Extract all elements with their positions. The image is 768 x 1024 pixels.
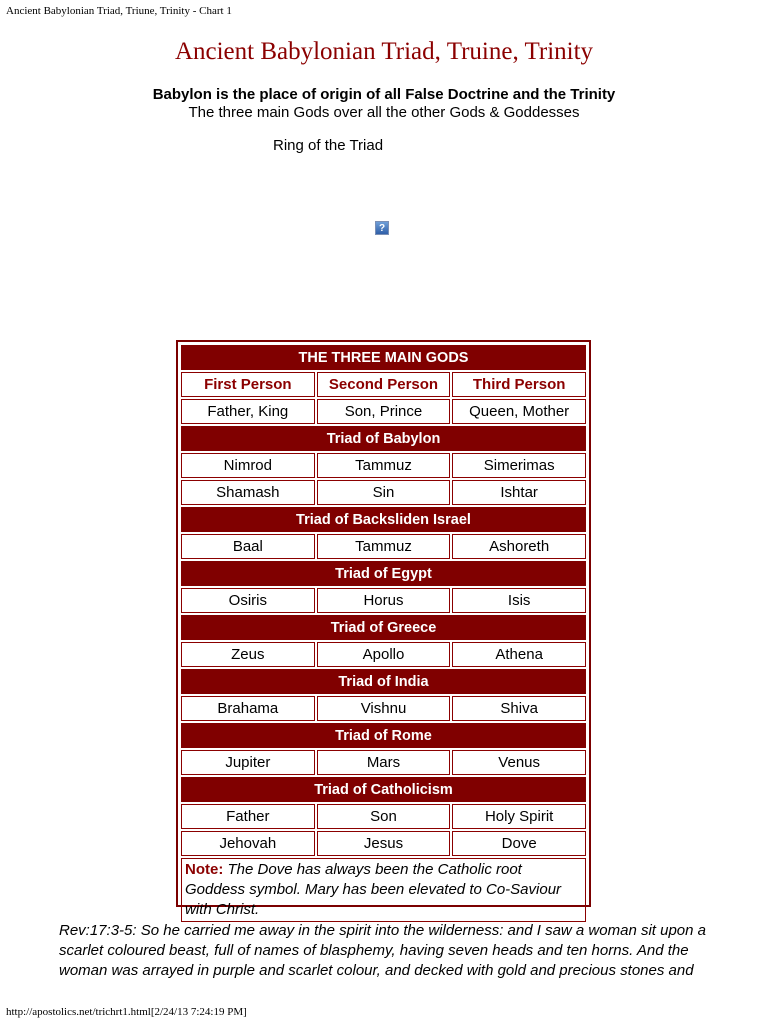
section-heading-row [181, 669, 586, 694]
god-cell: Dove [452, 831, 586, 856]
triad-table [176, 340, 591, 918]
table-row [181, 480, 586, 505]
god-cell: Son [317, 804, 451, 829]
column-header: First Person [181, 372, 315, 397]
god-cell: Simerimas [452, 453, 586, 478]
god-cell: Sin [317, 480, 451, 505]
god-cell: Shamash [181, 480, 315, 505]
section-heading-rome: Triad of Rome [181, 723, 586, 748]
main-heading: THE THREE MAIN GODS [181, 345, 586, 370]
page-title: Ancient Babylonian Triad, Truine, Trinity [174, 38, 594, 65]
print-header: Ancient Babylonian Triad, Triune, Trinity - Chart 1 [6, 5, 232, 17]
note-cell [181, 858, 586, 922]
god-cell: Jupiter [181, 750, 315, 775]
table-row [181, 534, 586, 559]
section-heading-greece: Triad of Greece [181, 615, 586, 640]
role-cell: Father, King [181, 399, 315, 424]
print-footer-url: http://apostolics.net/trichrt1.html[2/24/13 7:24:19 PM] [6, 1006, 247, 1018]
god-cell: Horus [317, 588, 451, 613]
god-cell: Venus [452, 750, 586, 775]
roles-row [181, 399, 586, 424]
table-row [181, 831, 586, 856]
god-cell: Shiva [452, 696, 586, 721]
table-row [181, 453, 586, 478]
god-cell: Baal [181, 534, 315, 559]
section-heading-india: Triad of India [181, 669, 586, 694]
section-heading-row [181, 723, 586, 748]
section-heading-row [181, 777, 586, 802]
column-header: Third Person [452, 372, 586, 397]
god-cell: Mars [317, 750, 451, 775]
god-cell: Osiris [181, 588, 315, 613]
god-cell: Brahama [181, 696, 315, 721]
section-heading-egypt: Triad of Egypt [181, 561, 586, 586]
table-row [181, 588, 586, 613]
section-heading-babylon: Triad of Babylon [181, 426, 586, 451]
column-header: Second Person [317, 372, 451, 397]
column-header-row [181, 372, 586, 397]
ring-of-the-triad-label: Ring of the Triad [273, 137, 384, 154]
scripture-quote: Rev:17:3-5: So he carried me away in the spirit into the wilderness: and I saw a woman sit upon a scarlet coloured beast, full of names of blasphemy, having seven heads and ten horns. And the woman was arrayed in purple and scarlet colour, and decked with gold and precious stones and [59, 922, 706, 979]
note-label: Note: [185, 861, 224, 878]
role-cell: Son, Prince [317, 399, 451, 424]
section-heading-israel: Triad of Backsliden Israel [181, 507, 586, 532]
note-row [181, 858, 586, 922]
god-cell: Isis [452, 588, 586, 613]
table-row [181, 750, 586, 775]
main-heading-row [181, 345, 586, 370]
section-heading-row [181, 615, 586, 640]
god-cell: Vishnu [317, 696, 451, 721]
god-cell: Ishtar [452, 480, 586, 505]
god-cell: Jesus [317, 831, 451, 856]
table-row [181, 696, 586, 721]
god-cell: Ashoreth [452, 534, 586, 559]
section-heading-row [181, 426, 586, 451]
god-cell: Tammuz [317, 534, 451, 559]
section-heading-row [181, 561, 586, 586]
section-heading-row [181, 507, 586, 532]
subtitle: Babylon is the place of origin of all False Doctrine and the Trinity [152, 86, 616, 103]
triad-table-grid [179, 343, 588, 924]
god-cell: Jehovah [181, 831, 315, 856]
table-row [181, 642, 586, 667]
god-cell: Holy Spirit [452, 804, 586, 829]
broken-image-icon: ? [375, 221, 389, 235]
god-cell: Zeus [181, 642, 315, 667]
subtitle-secondary: The three main Gods over all the other Gods & Goddesses [188, 104, 580, 121]
note-text: The Dove has always been the Catholic root Goddess symbol. Mary has been elevated to Co-Saviour with Christ. [185, 861, 562, 918]
god-cell: Apollo [317, 642, 451, 667]
table-row [181, 804, 586, 829]
god-cell: Father [181, 804, 315, 829]
role-cell: Queen, Mother [452, 399, 586, 424]
god-cell: Tammuz [317, 453, 451, 478]
god-cell: Athena [452, 642, 586, 667]
god-cell: Nimrod [181, 453, 315, 478]
section-heading-catholicism: Triad of Catholicism [181, 777, 586, 802]
